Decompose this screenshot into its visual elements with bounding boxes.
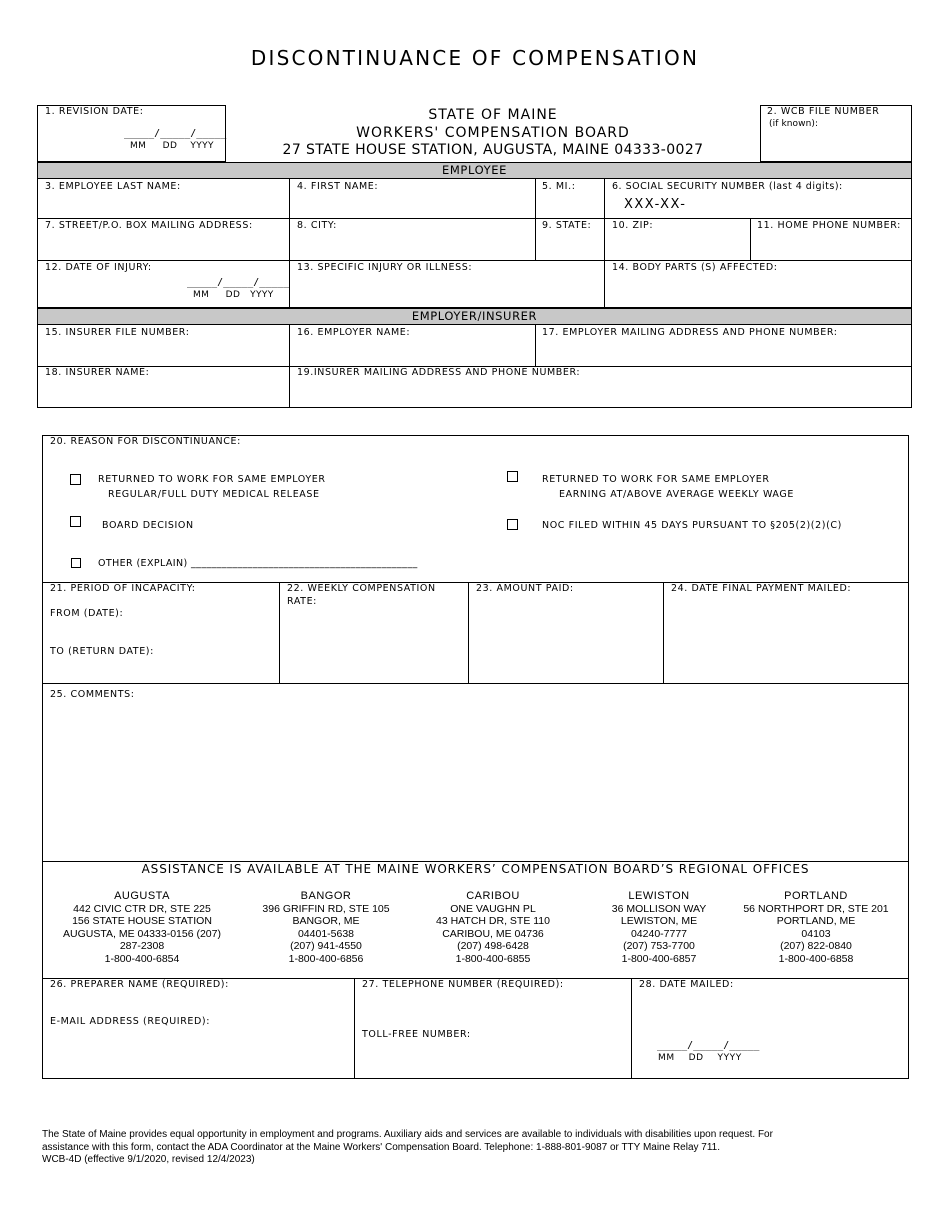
zip-field[interactable]: 10. ZIP: [612, 220, 654, 231]
office-line: BANGOR, ME [292, 915, 360, 928]
street-address-field[interactable]: 7. STREET/P.O. BOX MAILING ADDRESS: [45, 220, 253, 231]
date-of-injury-blank: _____/_____/_____ [187, 277, 290, 288]
state-field[interactable]: 9. STATE: [542, 220, 592, 231]
office-name: AUGUSTA [114, 890, 170, 902]
toll-free-number-field[interactable]: TOLL-FREE NUMBER: [362, 1029, 471, 1040]
period-of-incapacity-label: 21. PERIOD OF INCAPACITY: [50, 583, 196, 594]
header-address: 27 STATE HOUSE STATION, AUGUSTA, MAINE 04333-0027 [282, 142, 704, 158]
preparer-name-field[interactable]: 26. PREPARER NAME (REQUIRED): [50, 979, 229, 990]
board-decision-label: BOARD DECISION [102, 520, 194, 531]
office-line: (207) 822-0840 [780, 940, 852, 953]
office-line: ONE VAUGHN PL [450, 902, 536, 915]
footer-line: The State of Maine provides equal opportunity in employment and programs. Auxiliary aids and services are available to individuals with disabilities upon request. For [42, 1129, 773, 1140]
first-name-field[interactable]: 4. FIRST NAME: [297, 181, 379, 192]
returned-full-duty-label: RETURNED TO WORK FOR SAME EMPLOYER [98, 474, 326, 485]
date-of-injury-field[interactable]: 12. DATE OF INJURY: [45, 262, 152, 273]
page-title: DISCONTINUANCE OF COMPENSATION [250, 46, 700, 70]
employee-section-heading: EMPLOYEE [37, 162, 912, 179]
office-line: 04401-5638 [297, 927, 355, 940]
to-return-date-field[interactable]: TO (RETURN DATE): [50, 646, 154, 657]
office-caribou [408, 890, 578, 966]
office-phone: 1-800-400-6855 [455, 952, 531, 965]
revision-date-units: MM DD YYYY [130, 141, 214, 151]
returned-average-wage-label: RETURNED TO WORK FOR SAME EMPLOYER [542, 474, 770, 485]
office-line: 396 GRIFFIN RD, STE 105 [262, 902, 390, 915]
office-name: CARIBOU [466, 890, 520, 902]
returned-average-wage-label-2: EARNING AT/ABOVE AVERAGE WEEKLY WAGE [559, 489, 794, 500]
office-line: 04240-7777 [630, 927, 688, 940]
office-augusta [57, 890, 227, 966]
office-bangor [241, 890, 411, 966]
office-phone: 1-800-400-6854 [104, 952, 180, 965]
insurer-address-field[interactable]: 19.INSURER MAILING ADDRESS AND PHONE NUMBER: [297, 367, 581, 378]
returned-average-wage-checkbox[interactable] [507, 471, 518, 482]
office-line: (207) 941-4550 [290, 940, 362, 953]
returned-full-duty-label-2: REGULAR/FULL DUTY MEDICAL RELEASE [108, 489, 320, 500]
header-board: WORKERS' COMPENSATION BOARD [356, 124, 630, 141]
reason-label: 20. REASON FOR DISCONTINUANCE: [50, 436, 241, 447]
weekly-compensation-field[interactable]: 22. WEEKLY COMPENSATION [287, 583, 436, 594]
ssn-field[interactable]: 6. SOCIAL SECURITY NUMBER (last 4 digits): [612, 181, 843, 192]
date-mailed-units: MM DD YYYY [658, 1053, 742, 1063]
office-phone: 1-800-400-6856 [288, 952, 364, 965]
office-name: BANGOR [300, 890, 352, 902]
returned-full-duty-checkbox[interactable] [70, 474, 81, 485]
office-name: LEWISTON [628, 890, 690, 902]
employer-name-field[interactable]: 16. EMPLOYER NAME: [297, 327, 411, 338]
office-lewiston [574, 890, 744, 966]
revision-date-blank: _____/_____/_____ [124, 128, 227, 139]
wcb-file-number-label: 2. WCB FILE NUMBER [767, 106, 880, 117]
date-final-payment-field[interactable]: 24. DATE FINAL PAYMENT MAILED: [671, 583, 852, 594]
noc-filed-label: NOC FILED WITHIN 45 DAYS PURSUANT TO §205(2)(2)(C) [542, 520, 842, 531]
telephone-number-field[interactable]: 27. TELEPHONE NUMBER (REQUIRED): [362, 979, 564, 990]
employer-address-field[interactable]: 17. EMPLOYER MAILING ADDRESS AND PHONE NUMBER: [542, 327, 838, 338]
body-parts-field[interactable]: 14. BODY PARTS (S) AFFECTED: [612, 262, 778, 273]
footer-line: assistance with this form, contact the ADA Coordinator at the Maine Workers' Compensation Board. Telephone: 1-888-801-9087 or TTY Maine Relay 711. [42, 1141, 721, 1153]
office-line: 56 NORTHPORT DR, STE 201 [743, 902, 889, 915]
other-checkbox[interactable] [71, 558, 81, 568]
office-line: 36 MOLLISON WAY [611, 902, 707, 915]
office-line: 43 HATCH DR, STE 110 [436, 915, 550, 928]
insurer-file-number-field[interactable]: 15. INSURER FILE NUMBER: [45, 327, 190, 338]
header-state: STATE OF MAINE [428, 107, 558, 123]
other-explain-field[interactable]: OTHER (EXPLAIN) ____________________________________________ [98, 558, 418, 569]
date-of-injury-units: MM DD YYYY [193, 290, 274, 300]
date-mailed-blank: _____/_____/_____ [657, 1040, 760, 1051]
employer-section-heading: EMPLOYER/INSURER [37, 308, 912, 325]
office-line: (207) 498-6428 [457, 940, 529, 953]
home-phone-field[interactable]: 11. HOME PHONE NUMBER: [757, 220, 901, 231]
insurer-name-field[interactable]: 18. INSURER NAME: [45, 367, 150, 378]
footer-notice [42, 1129, 922, 1167]
form-revision: WCB-4D (effective 9/1/2020, revised 12/4/2023) [42, 1154, 255, 1165]
office-line: (207) 753-7700 [623, 940, 695, 953]
noc-filed-checkbox[interactable] [507, 519, 518, 530]
office-name: PORTLAND [784, 890, 848, 902]
revision-date-label: 1. REVISION DATE: [45, 106, 144, 117]
date-mailed-field[interactable]: 28. DATE MAILED: [639, 979, 734, 990]
board-decision-checkbox[interactable] [70, 516, 81, 527]
office-line: 156 STATE HOUSE STATION [72, 915, 212, 928]
from-date-field[interactable]: FROM (DATE): [50, 608, 124, 619]
office-line: AUGUSTA, ME 04333-0156 (207) [63, 927, 221, 940]
email-address-field[interactable]: E-MAIL ADDRESS (REQUIRED): [50, 1016, 211, 1027]
amount-paid-field[interactable]: 23. AMOUNT PAID: [476, 583, 574, 594]
city-field[interactable]: 8. CITY: [297, 220, 337, 231]
agency-header [226, 107, 760, 160]
office-line: 04103 [801, 927, 831, 940]
specific-injury-field[interactable]: 13. SPECIFIC INJURY OR ILLNESS: [297, 262, 473, 273]
comments-field[interactable]: 25. COMMENTS: [50, 689, 135, 700]
middle-initial-field[interactable]: 5. MI.: [542, 181, 576, 192]
office-line: 442 CIVIC CTR DR, STE 225 [73, 902, 211, 915]
office-phone: 1-800-400-6857 [621, 952, 697, 965]
office-line: PORTLAND, ME [776, 915, 856, 928]
employee-last-name-field[interactable]: 3. EMPLOYEE LAST NAME: [45, 181, 181, 192]
office-line: 287-2308 [119, 940, 165, 953]
weekly-compensation-label-2: RATE: [287, 596, 317, 607]
wcb-file-number-sub: (if known): [769, 119, 819, 129]
office-portland [731, 890, 901, 966]
office-line: CARIBOU, ME 04736 [442, 927, 544, 940]
assistance-heading: ASSISTANCE IS AVAILABLE AT THE MAINE WORKERS’ COMPENSATION BOARD’S REGIONAL OFFICES [141, 862, 810, 876]
ssn-value: XXX-XX- [624, 197, 687, 212]
office-phone: 1-800-400-6858 [778, 952, 854, 965]
office-line: LEWISTON, ME [620, 915, 698, 928]
